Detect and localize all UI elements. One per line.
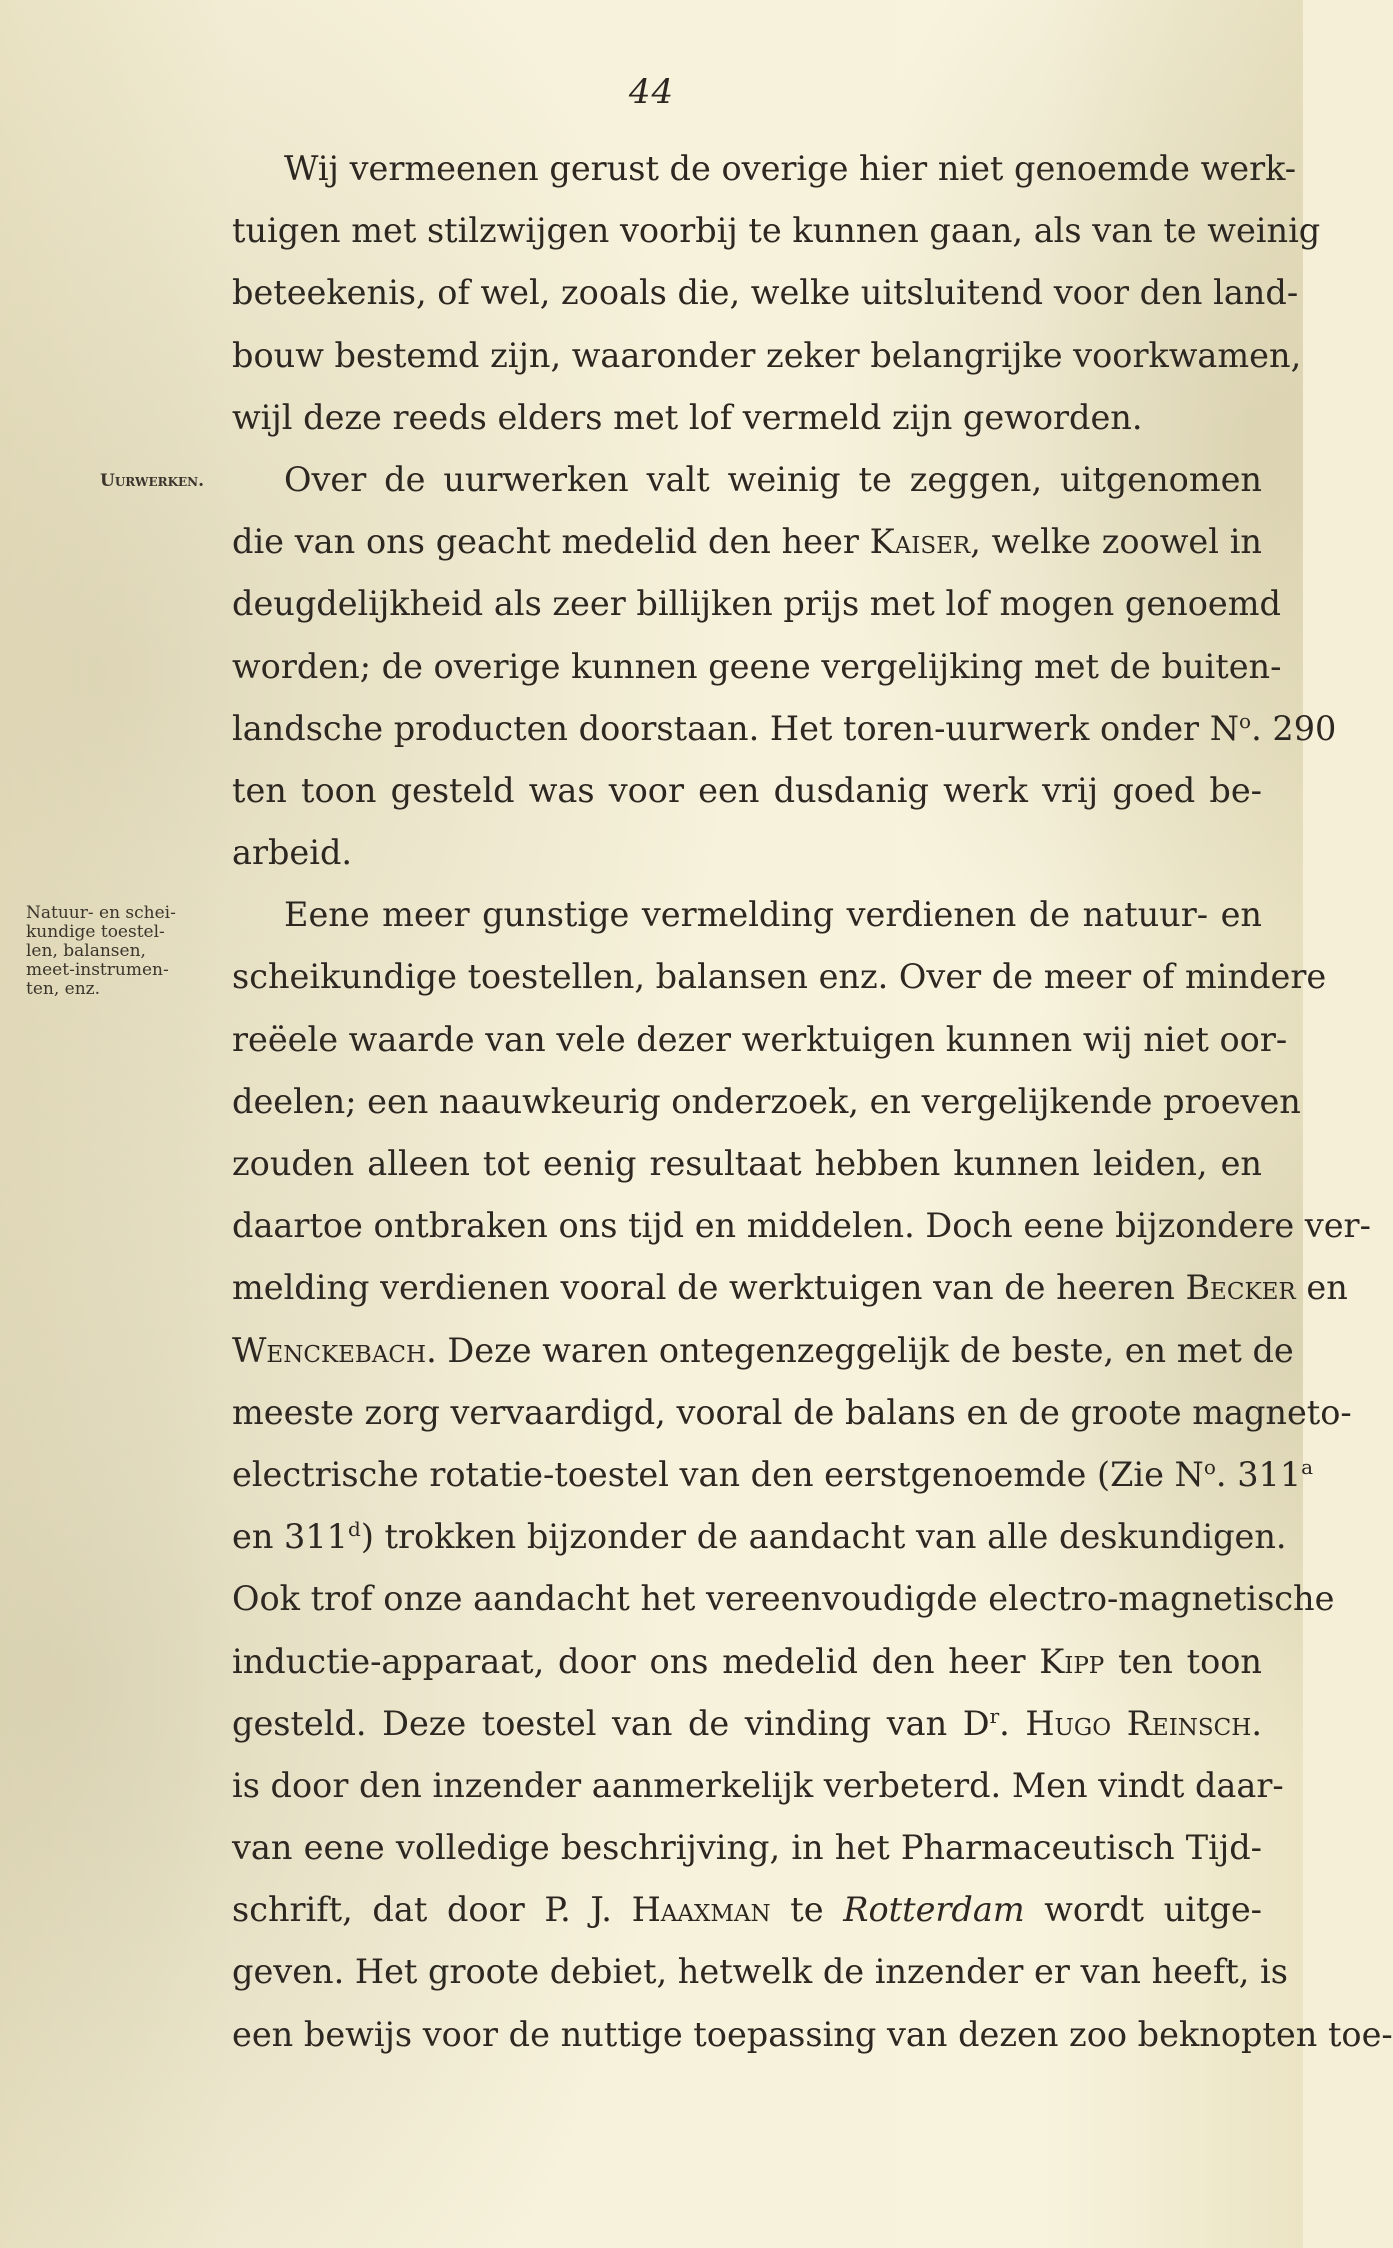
margin-note-uurwerken: Uurwerken. [100, 471, 205, 491]
text-line: Ook trof onze aandacht het vereenvoudigde electro-magnetische [232, 1579, 1335, 1619]
margin-note-line: len, balansen, [26, 941, 146, 961]
text-line: Over de uurwerken valt weinig te zeggen, uitgenomen [284, 459, 1262, 499]
margin-note-natuur [26, 904, 226, 999]
text-line: Wij vermeenen gerust de overige hier niet genoemde werk- [284, 149, 1297, 188]
text-line: worden; de overige kunnen geene vergelijking met de buiten- [232, 646, 1282, 686]
margin-note-line: ten, enz. [26, 979, 101, 999]
text-line: is door den inzender aanmerkelijk verbeterd. Men vindt daar- [232, 1765, 1284, 1805]
person-name: Haaxman [631, 1890, 771, 1930]
text-line: arbeid. [232, 833, 353, 873]
text-line: deelen; een naauwkeurig onderzoek, en vergelijkende proeven [232, 1081, 1301, 1121]
text-line: zouden alleen tot eenig resultaat hebben kunnen leiden, en [232, 1144, 1262, 1183]
text-line: wijl deze reeds elders met lof vermeld zijn geworden. [232, 397, 1143, 437]
text-line: schrift, dat door P. J. Haaxman te Rotterdam wordt uitge- [232, 1890, 1262, 1930]
text-line: reëele waarde van vele dezer werktuigen kunnen wij niet oor- [232, 1019, 1288, 1059]
margin-note-line: meet-instrumen- [26, 960, 169, 980]
text-line: geven. Het groote debiet, hetwelk de inzender er van heeft, is [232, 1952, 1288, 1992]
person-name: Becker [1185, 1268, 1296, 1308]
text-line: electrische rotatie-toestel van den eerstgenoemde (Zie $N^o$. 311$^a$ [232, 1454, 1314, 1494]
person-name: Hugo Reinsch [1025, 1703, 1252, 1743]
person-name: Kipp [1039, 1641, 1105, 1681]
page-number: 44 [628, 72, 675, 112]
text-line: landsche producten doorstaan. Het toren-uurwerk onder $N^o$. 290 [232, 708, 1337, 748]
margin-note-line: Natuur- en schei- [26, 903, 176, 923]
text-line: bouw bestemd zijn, waaronder zeker belangrijke voorkwamen, [232, 335, 1302, 375]
person-name: Wenckebach [232, 1330, 427, 1370]
text-line: van eene volledige beschrijving, in het Pharmaceutisch Tijd- [232, 1828, 1262, 1868]
text-line: en 311$^d$) trokken bijzonder de aandacht van alle deskundigen. [232, 1517, 1287, 1557]
text-line: gesteld. Deze toestel van de vinding van $D^r$. Hugo Reinsch. [232, 1703, 1262, 1743]
text-line: scheikundige toestellen, balansen enz. Over de meer of mindere [232, 957, 1327, 997]
margin-note-line: kundige toestel- [26, 922, 165, 942]
place-name: Rotterdam [843, 1890, 1025, 1930]
text-line: deugdelijkheid als zeer billijken prijs met lof mogen genoemd [232, 584, 1281, 624]
text-line: daartoe ontbraken ons tijd en middelen. Doch eene bijzondere ver- [232, 1206, 1371, 1246]
text-line: inductie-apparaat, door ons medelid den heer Kipp ten toon [232, 1641, 1262, 1681]
text-line: een bewijs voor de nuttige toepassing van dezen zoo beknopten toe- [232, 2014, 1393, 2054]
text-line: Eene meer gunstige vermelding verdienen de natuur- en [284, 895, 1262, 935]
text-line: tuigen met stilzwijgen voorbij te kunnen gaan, als van te weinig [232, 211, 1321, 251]
text-line: Wenckebach. Deze waren ontegenzeggelijk de beste, en met de [232, 1330, 1294, 1370]
text-line: melding verdienen vooral de werktuigen van de heeren Becker en [232, 1268, 1348, 1308]
body-text [232, 138, 1393, 2066]
text-line: ten toon gesteld was voor een dusdanig werk vrij goed be- [232, 770, 1262, 810]
text-line: meeste zorg vervaardigd, vooral de balans en de groote magneto- [232, 1392, 1352, 1432]
text-line: die van ons geacht medelid den heer Kaiser, welke zoowel in [232, 522, 1262, 562]
person-name: Kaiser [869, 522, 971, 562]
text-line: beteekenis, of wel, zooals die, welke uitsluitend voor den land- [232, 273, 1299, 313]
